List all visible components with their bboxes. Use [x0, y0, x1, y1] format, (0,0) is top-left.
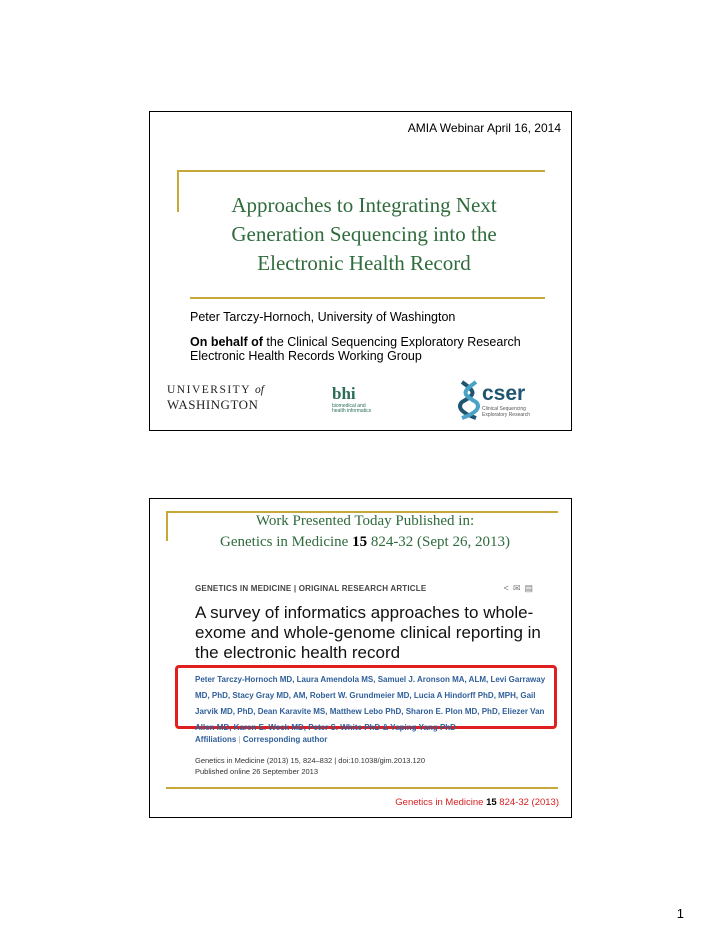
slide-title: Approaches to Integrating Next Generation Sequencing into the Electronic Health Record	[231, 193, 497, 275]
cser-logo: cser Clinical Sequencing Exploratory Research	[458, 380, 480, 425]
gold-rule-bottom	[166, 787, 558, 789]
gold-rule-bottom	[190, 297, 545, 299]
slide-2	[149, 498, 572, 818]
citation: Genetics in Medicine (2013) 15, 824–832 | doi:10.1038/gim.2013.120 Published online 26 September 2013	[195, 756, 426, 776]
author-list: Peter Tarczy-Hornoch MD, Laura Amendola MS, Samuel J. Aronson MA, ALM, Levi Garraway MD, PhD, Stacy Gray MD, AM, Robert W. Grundmeier MD, Lucia A Hindorff PhD, MPH, Gail Jarvik MD, PhD, Dean Karavite MS, Matthew Lebo PhD, Sharon E. Plon MD, PhD, Eliezer Van Allen MD, Karen E. Weck MD, Peter S. White PhD & Yaping Yang PhD	[195, 675, 546, 732]
slide-date: AMIA Webinar April 16, 2014	[407, 121, 561, 135]
presenter: Peter Tarczy-Hornoch, University of Washington	[190, 310, 456, 324]
gold-rule-top	[177, 170, 545, 172]
on-behalf-of	[190, 335, 550, 363]
gold-rule-left	[166, 511, 168, 541]
slide-title: Work Presented Today Published in: Genetics in Medicine 15 824-32 (Sept 26, 2013)	[220, 513, 510, 550]
uw-logo: UNIVERSITY of WASHINGTON	[167, 384, 264, 412]
gold-rule-left	[177, 170, 179, 212]
behalf-label: On behalf of	[190, 335, 263, 349]
paper-title: A survey of informatics approaches to whole-exome and whole-genome clinical reporting in the electronic health record	[195, 603, 541, 662]
affiliations-links: Affiliations | Corresponding author	[195, 735, 328, 744]
page-number: 1	[676, 906, 684, 921]
share-icon: <	[503, 583, 513, 593]
dna-helix-icon	[458, 380, 480, 420]
article-tools	[504, 583, 537, 594]
reference-footer: Genetics in Medicine 15 824-32 (2013)	[395, 797, 559, 808]
slide-1	[149, 111, 572, 431]
print-icon: ▤	[524, 583, 537, 593]
bhi-logo: bhi biomedical and health informatics	[332, 384, 372, 414]
mail-icon: ✉	[512, 583, 525, 593]
journal-header: GENETICS IN MEDICINE | ORIGINAL RESEARCH ARTICLE	[195, 584, 427, 593]
behalf-group: the Clinical Sequencing Exploratory Research Electronic Health Records Working Group	[190, 335, 521, 363]
